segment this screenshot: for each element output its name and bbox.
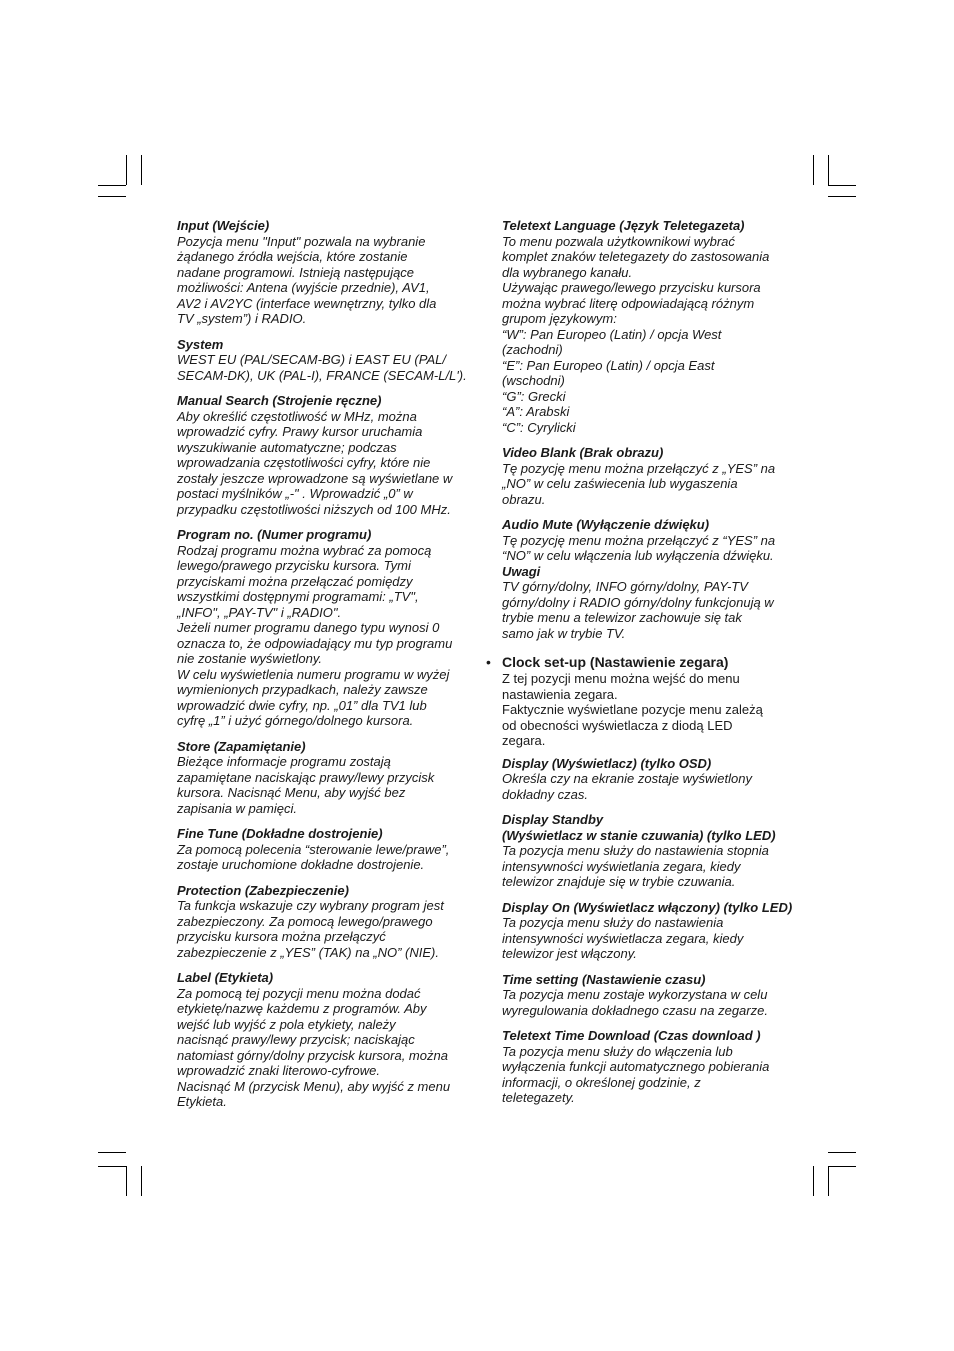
section-text: Ta funkcja wskazuje czy wybrany program jest zabezpieczony. Za pomocą lewego/prawego przycisku kursora można przełączyć zabezpieczenie z „YES” (TAK) na „NO” (NIE). (177, 898, 444, 960)
section-heading: Video Blank (Brak obrazu) (502, 445, 664, 460)
section-display-osd (502, 756, 802, 803)
section-text: Ta pozycja menu służy do nastawienia intensywności wyświetlacza zegara, kiedy telewizor jest włączony. (502, 915, 744, 961)
section-text: Za pomocą polecenia “sterowanie lewe/prawe”, zostaje uruchomione dokładne dostrojenie. (177, 841, 450, 872)
section-input (177, 218, 477, 327)
section-system (177, 337, 477, 384)
section-heading: Uwagi (502, 563, 541, 579)
section-heading: Display On (Wyświetlacz włączony) (tylko LED) (502, 899, 793, 915)
section-text: TV górny/dolny, INFO górny/dolny, PAY-TV górny/dolny i RADIO górny/dolny funkcjonują w trybie menu a telewizor zachowuje się tak samo jak w trybie TV. (502, 579, 774, 641)
section-text: Tę pozycję menu można przełączyć z “YES” na “NO” w celu włączenia lub wyłączenia dźwięku. (502, 532, 776, 563)
section-heading: Store (Zapamiętanie) (177, 738, 306, 754)
section-heading: Display Standby (Wyświetlacz w stanie czuwania) (tylko LED) (502, 812, 776, 843)
section-audio-mute (502, 517, 802, 564)
section-time-setting (502, 972, 802, 1019)
section-heading: Fine Tune (Dokładne dostrojenie) (177, 826, 383, 841)
section-heading: Audio Mute (Wyłączenie dźwięku) (502, 517, 710, 532)
section-notes (502, 564, 802, 642)
section-program-no (177, 527, 477, 729)
section-display-standby (502, 812, 802, 890)
bullet-icon: • (486, 654, 491, 670)
section-heading: Display (Wyświetlacz) (tylko OSD) (502, 755, 712, 771)
section-text: Za pomocą tej pozycji menu można dodać etykietę/nazwę każdemu z programów. Aby wejść lub wyjść z pola etykiety, należy nacisnąć prawy/lewy przycisk; naciskając natomiast górny/dolny przycisk kursora, można wprowadzić znaki literowo-cyfrowe. Nacisnąć M (przycisk Menu), aby wyjść z menu Etykieta. (177, 985, 451, 1109)
section-store (177, 739, 477, 817)
section-fine-tune (177, 826, 477, 873)
section-text: Określa czy na ekranie zostaje wyświetlony dokładny czas. (502, 771, 752, 802)
section-text: Rodzaj programu można wybrać za pomocą lewego/prawego przycisku kursora. Tymi przyciskami można przełączać pomiędzy wszystkimi dostępnymi programami: „TV", „INFO", „PAY-TV" i „RADIO". Jeżeli numer programu danego typu wynosi 0 oznacza to, że odpowiadający mu typ programu nie zostanie wyświetlony. W celu wyświetlenia numeru programu w wyżej wymienionych przypadkach, należy zawsze wprowadzić dwie cyfry, np. „01” dla TV1 lub cyfrę „1” i użyć górnego/dolnego kursora. (177, 542, 453, 728)
section-text: Bieżące informacje programu zostają zapamiętane naciskając prawy/lewy przycisk kursora. Nacisnąć Menu, aby wyjść bez zapisania w pamięci. (177, 754, 435, 816)
section-text: Ta pozycja menu służy do nastawienia stopnia intensywności wyświetlania zegara, kiedy telewizor znajduje się w trybie czuwania. (502, 843, 769, 889)
section-heading: Label (Etykieta) (177, 970, 274, 985)
section-video-blank (502, 445, 802, 507)
section-text: WEST EU (PAL/SECAM-BG) i EAST EU (PAL/ SECAM-DK), UK (PAL-I), FRANCE (SECAM-L/L'). (177, 352, 467, 383)
section-heading: System (177, 336, 224, 352)
section-clock-setup (486, 654, 802, 749)
section-heading: Input (Wejście) (177, 218, 270, 233)
section-heading: Manual Search (Strojenie ręczne) (177, 393, 382, 408)
section-manual-search (177, 393, 477, 517)
section-teletext-time-download (502, 1028, 802, 1106)
section-heading: Program no. (Numer programu) (177, 527, 372, 542)
left-column (177, 218, 477, 1120)
section-text: Aby określić częstotliwość w MHz, można wprowadzić cyfry. Prawy kursor uruchamia wyszukiwanie automatyczne; podczas wprowadzania częstotliwości cyfry, które nie zostały jeszcze wprowadzone są wyświetlane w postaci myślników „-" . Wprowadzić „0” w przypadku częstotliwości niższych od 100 MHz. (177, 408, 453, 517)
section-text: Ta pozycja menu zostaje wykorzystana w celu wyregulowania dokładnego czasu na zegarze. (502, 987, 768, 1018)
bullet-heading: Clock set-up (Nastawienie zegara) (502, 654, 729, 670)
right-column (486, 218, 802, 1116)
section-heading: Teletext Language (Język Teletegazeta) (502, 218, 745, 233)
section-protection (177, 883, 477, 961)
section-heading: Protection (Zabezpieczenie) (177, 882, 349, 898)
section-display-on (502, 900, 802, 962)
section-heading: Teletext Time Download (Czas download ) (502, 1028, 761, 1043)
section-label (177, 970, 477, 1110)
section-text: To menu pozwala użytkownikowi wybrać komplet znaków teletegazety do zastosowania dla wybranego kanału. Używając prawego/lewego przycisku kursora można wybrać literę odpowiadającą różnym grupom językowym: “W”: Pan Europeo (Latin) / opcja West (zachodni) “E”: Pan Europeo (Latin) / opcja East (wschodni) “G”: Grecki “A”: Arabski “C”: Cyrylicki (502, 233, 770, 435)
section-text: Ta pozycja menu służy do włączenia lub wyłączenia funkcji automatycznego pobierania informacji, o określonej godzinie, z teletegazety. (502, 1043, 770, 1105)
bullet-text: Z tej pozycji menu można wejść do menu nastawienia zegara. Faktycznie wyświetlane pozycje menu zależą od obecności wyświetlacza z diodą LED zegara. (502, 671, 763, 748)
section-teletext-language (502, 218, 802, 435)
section-text: Pozycja menu "Input" pozwala na wybranie żądanego źródła wejścia, które zostanie nadane programowi. Istnieją następujące możliwości: Antena (wyjście przednie), AV1, AV2 i AV2YC (interface wewnętrzny, tylko dla TV „system”) i RADIO. (177, 233, 437, 326)
section-text: Tę pozycję menu można przełączyć z „YES” na „NO” w celu zaświecenia lub wygaszenia obrazu. (502, 460, 776, 507)
section-heading: Time setting (Nastawienie czasu) (502, 971, 706, 987)
